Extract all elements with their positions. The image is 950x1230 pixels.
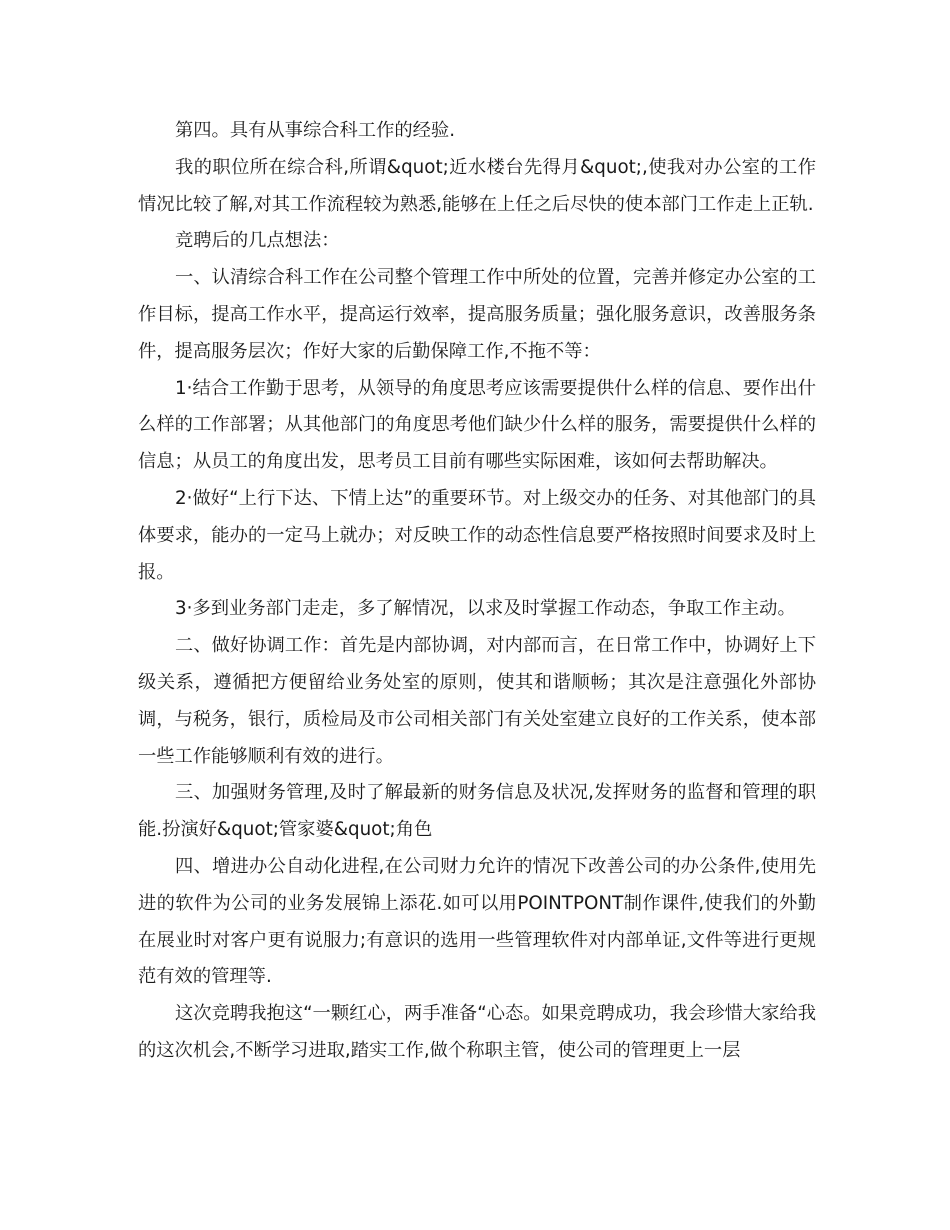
paragraph: 四、增进办公自动化进程,在公司财力允许的情况下改善公司的办公条件,使用先进的软件为公司的业务发展锦上添花.如可以用POINTPONT制作课件,使我们的外勤在展业时对客户更有说服力;有意识的选用一些管理软件对内部单证,文件等进行更规范有效的管理等. — [138, 855, 816, 988]
paragraph: 我的职位所在综合科,所谓&quot;近水楼台先得月&quot;,使我对办公室的工作情况比较了解,对其工作流程较为熟悉,能够在上任之后尽快的使本部门工作走上正轨. — [138, 156, 816, 215]
paragraph: 一、认清综合科工作在公司整个管理工作中所处的位置，完善并修定办公室的工作目标，提高工作水平，提高运行效率，提高服务质量；强化服务意识，改善服务条件，提高服务层次；作好大家的后勤保障工作,不拖不等： — [138, 267, 816, 362]
paragraph: 第四。具有从事综合科工作的经验. — [175, 120, 456, 141]
paragraph: 2·做好“上行下达、下情上达”的重要环节。对上级交办的任务、对其他部门的具体要求，能办的一定马上就办；对反映工作的动态性信息要严格按照时间要求及时上报。 — [138, 487, 816, 583]
paragraph: 3·多到业务部门走走，多了解情况，以求及时掌握工作动态，争取工作主动。 — [175, 598, 796, 620]
paragraph: 三、加强财务管理,及时了解最新的财务信息及状况,发挥财务的监督和管理的职能.扮演好&quot;管家婆&quot;角色 — [138, 782, 816, 841]
paragraph: 这次竞聘我抱这“一颗红心，两手准备“心态。如果竞聘成功，我会珍惜大家给我的这次机会,不断学习进取,踏实工作,做个称职主管，使公司的管理更上一层 — [138, 1003, 816, 1061]
paragraph: 二、做好协调工作：首先是内部协调，对内部而言，在日常工作中，协调好上下级关系，遵循把方便留给业务处室的原则，使其和谐顺畅；其次是注意强化外部协调，与税务，银行，质检局及市公司相关部门有关处室建立良好的工作关系，使本部一些工作能够顺利有效的进行。 — [138, 635, 816, 767]
paragraph: 1·结合工作勤于思考，从领导的角度思考应该需要提供什么样的信息、要作出什么样的工作部署；从其他部门的角度思考他们缺少什么样的服务，需要提供什么样的信息；从员工的角度出发，思考员工目前有哪些实际困难，该如何去帮助解决。 — [138, 377, 816, 473]
paragraph: 竞聘后的几点想法： — [175, 230, 340, 252]
document-body — [138, 113, 816, 1070]
